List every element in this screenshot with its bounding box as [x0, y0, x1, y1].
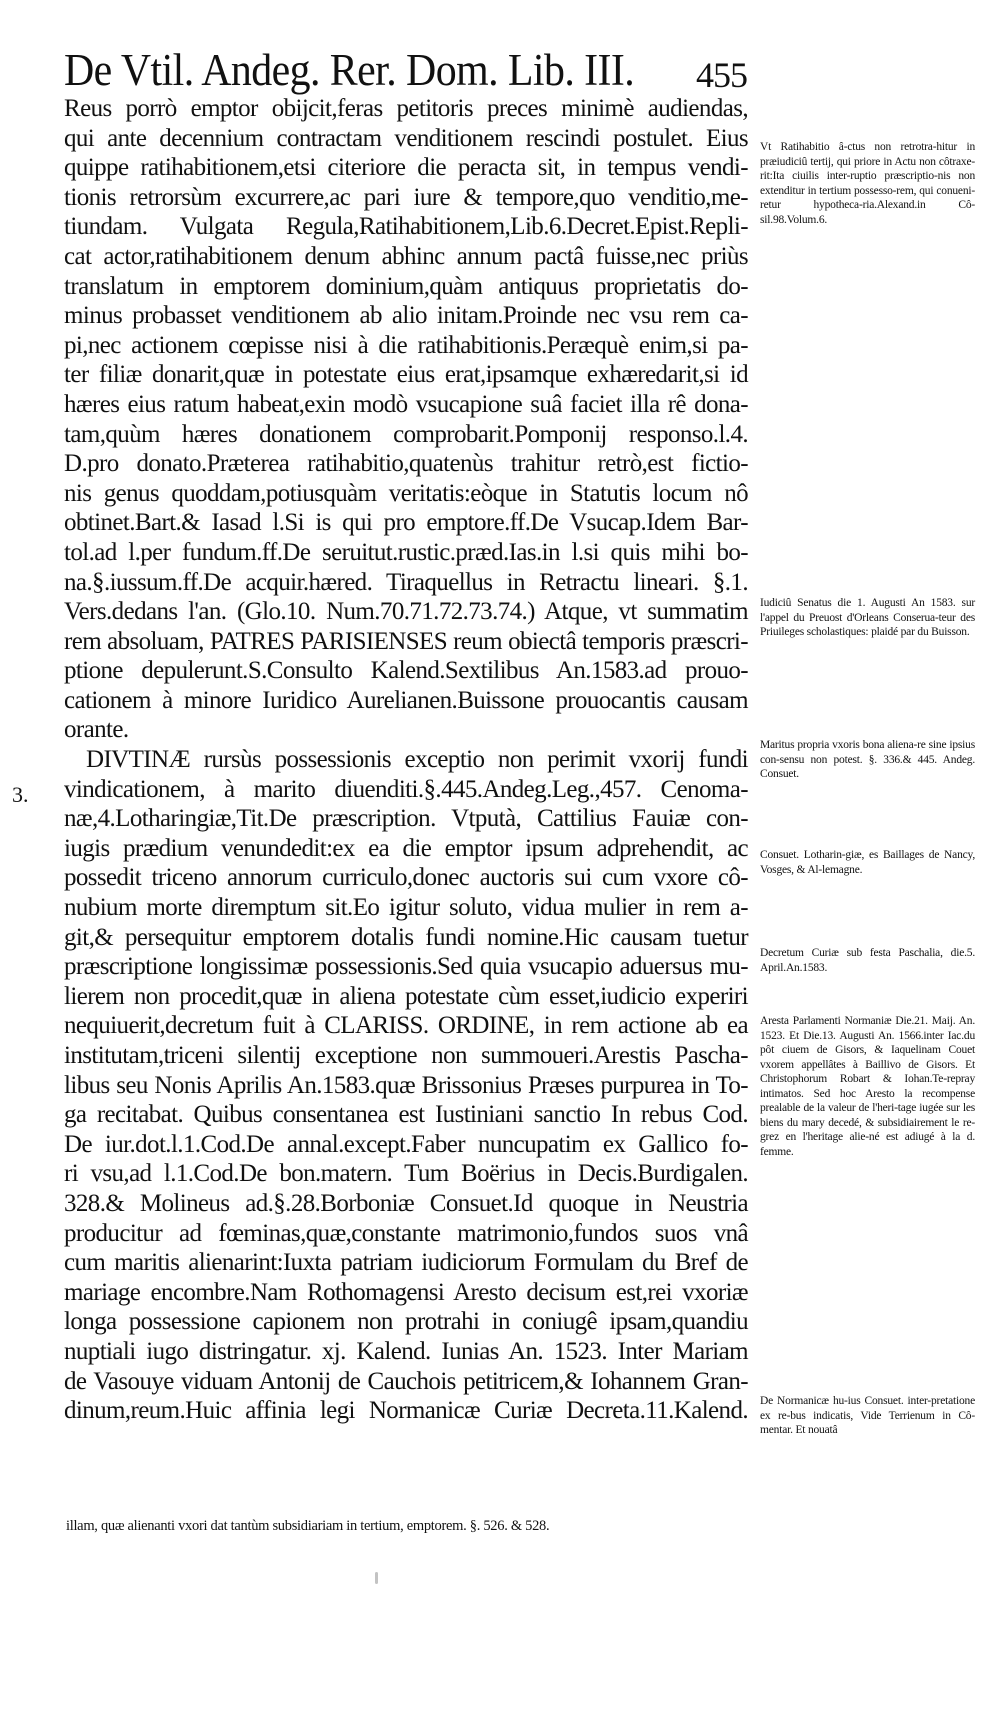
- text-line: ga recitabat. Quibus consentanea est Iustiniani sanctio In rebus Cod.: [64, 1101, 748, 1129]
- text-line: dinum,reum.Huic affinia legi Normanicæ Curiæ Decreta.11.Kalend.: [64, 1397, 748, 1425]
- text-line: næ,4.Lotharingiæ,Tit.De præscription. Vtputà, Cattilius Fauiæ con-: [64, 805, 748, 833]
- ink-mark: [375, 1572, 378, 1584]
- paragraph-number: 3.: [12, 782, 29, 807]
- text-line: Vers.dedans l'an. (Glo.10. Num.70.71.72.73.74.) Atque, vt summatim: [64, 598, 748, 626]
- text-line: ter filiæ donarit,quæ in potestate eius erat,ipsamque exhæredarit,si id: [64, 361, 748, 389]
- text-line: quippe ratihabitionem,etsi citeriore die peracta sit, in tempus vendi-: [64, 154, 748, 182]
- text-line: cationem à minore Iuridico Aurelianen.Buissone prouocantis causam: [64, 686, 748, 714]
- sidenote-normanicae: De Normanicæ hu-ius Consuet. inter-pretatione ex re-bus indicatis, Vide Terrienum in Cô-mentar. Et nouatâ: [760, 1395, 975, 1436]
- text-line: libus seu Nonis Aprilis An.1583.quæ Brissonius Præses purpurea in To-: [64, 1071, 748, 1099]
- text-line: possedit triceno annorum curriculo,donec auctoris sui cum vxore cô-: [64, 864, 748, 892]
- text-line: 328.& Molineus ad.§.28.Borboniæ Consuet.Id quoque in Neustria: [64, 1189, 748, 1217]
- text-line: ptione depulerunt.S.Consulto Kalend.Sextilibus An.1583.ad prouo-: [64, 657, 748, 685]
- text-line: Reus porrò emptor obijcit,feras petitoris preces minimè audiendas,: [64, 95, 748, 122]
- text-line: tam,quùm hæres donationem comprobarit.Pomponij responso.l.4.: [64, 420, 748, 448]
- main-text-column: [64, 94, 748, 1426]
- sidenote-aresta-parlamenti: Aresta Parlamenti Normaniæ Die.21. Maij. An. 1523. Et Die.13. Augusti An. 1566.inter Iac.du pôt ciuem de Gisors, & Iaquelinam Couet vxorem appellâtes à Baillivo de Gisors. Et Christophorum Robart & Iohan.Te-repray intimatos. Sed hoc Aresto la recompense prealable de la valeur de l'heri-tage iugée sur les biens du mary decedé, & subsidiairement le re-grez en l'heritage alie-né est adiugé à la d. femme.: [760, 1015, 975, 1158]
- text-line: cum maritis alienarint:Iuxta patriam iudiciorum Formulam du Bref de: [64, 1249, 748, 1277]
- text-line: ri vsu,ad l.1.Cod.De bon.matern. Tum Boërius in Decis.Burdigalen.: [64, 1160, 748, 1188]
- text-line: præscriptione longissimæ possessionis.Sed quia vsucapio aduersus mu-: [64, 953, 748, 981]
- text-line: institutam,triceni silentij exceptione non summoueri.Arestis Pascha-: [64, 1042, 748, 1069]
- text-line: longa possessione capionem non protrahi in coniugê ipsam,quandiu: [64, 1308, 748, 1336]
- running-title: De Vtil. Andeg. Rer. Dom. Lib. III.: [64, 45, 635, 95]
- text-line: translatum in emptorem dominium,quàm antiquus proprietatis do-: [64, 272, 748, 300]
- text-line: de Vasouye viduam Antonij de Cauchois petitricem,& Iohannem Gran-: [64, 1367, 748, 1395]
- text-line: qui ante decennium contractam venditionem rescindi postulet. Eius: [64, 124, 748, 152]
- continuation-line: illam, quæ alienanti vxori dat tantùm subsidiariam in tertium, emptorem. §. 526. & 528.: [66, 1518, 550, 1534]
- text-line: tol.ad l.per fundum.ff.De seruitut.rustic.præd.Ias.in l.si quis mihi bo-: [64, 538, 748, 566]
- sidenote-maritus: Maritus propria vxoris bona aliena-re sine ipsius con-sensu non potest. §. 336.& 445. Andeg. Consuet.: [760, 739, 975, 780]
- text-line: mariage encombre.Nam Rothomagensi Aresto decisum est,rei vxoriæ: [64, 1278, 748, 1306]
- text-line: tiundam. Vulgata Regula,Ratihabitionem,Lib.6.Decret.Epist.Repli-: [64, 213, 748, 241]
- text-line: iugis prædium venundedit:ex ea die emptor ipsum adprehendit, ac: [64, 834, 748, 862]
- text-line: lierem non procedit,quæ in aliena potestate cùm esset,iudicio experiri: [64, 982, 748, 1010]
- text-line: De iur.dot.l.1.Cod.De annal.except.Faber nuncupatim ex Gallico fo-: [64, 1130, 748, 1158]
- text-line: na.§.iussum.ff.De acquir.hæred. Tiraquellus in Retractu lineari. §.1.: [64, 568, 748, 596]
- text-line: nuptiali iugo distringatur. xj. Kalend. Iunias An. 1523. Inter Mariam: [64, 1337, 748, 1365]
- text-line: pi,nec actionem cœpisse nisi à die ratihabitionis.Peræquè enim,si pa-: [64, 331, 748, 359]
- text-line: obtinet.Bart.& Iasad l.Si is qui pro emptore.ff.De Vsucap.Idem Bar-: [64, 509, 748, 537]
- page-header: [64, 40, 747, 100]
- text-line: D.pro donato.Præterea ratihabitio,quatenùs trahitur retrò,est fictio-: [64, 450, 748, 478]
- text-line: DIVTINÆ rursùs possessionis exceptio non perimit vxorij fundi: [86, 746, 748, 774]
- sidenote-consuet-lotharingiae: Consuet. Lotharin-giæ, es Baillages de Nancy, Vosges, & Al-lemagne.: [760, 849, 975, 876]
- text-line: hæres eius ratum habeat,exin modò vsucapione suâ faciet illa rê dona-: [64, 390, 748, 418]
- text-line: rem absoluam, PATRES PARISIENSES reum obiectâ temporis præscri-: [64, 627, 748, 655]
- sidenote-ratihabitio: Vt Ratihabitio â-ctus non retrotra-hitur in præiudiciû tertij, qui priore in Actu non côtraxe-rit:Ita ciuilis inter-ruptio præscriptio-nis non extenditur in tertium possesso-rem, qui conueni-retur hypotheca-ria.Alexand.in Cô-sil.98.Volum.6.: [760, 141, 975, 226]
- text-line: producitur ad fœminas,quæ,constante matrimonio,fundos suos vnâ: [64, 1219, 748, 1247]
- sidenote-decretum-curiae: Decretum Curiæ sub festa Paschalia, die.5. April.An.1583.: [760, 947, 975, 974]
- text-line: cat actor,ratihabitionem denum abhinc annum pactâ fuisse,nec priùs: [64, 242, 748, 270]
- text-line: git,& persequitur emptorem dotalis fundi nomine.Hic causam tuetur: [64, 923, 748, 951]
- text-line: nis genus quoddam,potiusquàm veritatis:eòque in Statutis locum nô: [64, 479, 748, 507]
- text-line: nequiuerit,decretum fuit à CLARISS. ORDINE, in rem actione ab ea: [64, 1012, 748, 1040]
- text-line: minus probasset venditionem ab alio initam.Proinde nec vsu rem ca-: [64, 302, 748, 330]
- text-line: tionis retrorsùm excurrere,ac pari iure & tempore,quo venditio,me-: [64, 183, 748, 211]
- text-line: nubium morte diremptum sit.Eo igitur soluto, vidua mulier in rem a-: [64, 894, 748, 922]
- text-line: orante.: [64, 716, 129, 744]
- text-line: vindicationem, à marito diuenditi.§.445.Andeg.Leg.,457. Cenoma-: [64, 775, 748, 803]
- page-number: 455: [696, 55, 747, 95]
- sidenote-iudicium-senatus: Iudiciû Senatus die 1. Augusti An 1583. sur l'appel du Preuost d'Orleans Conserua-teur des Priuileges scholastiques: plaidé par du Buisson.: [760, 597, 975, 638]
